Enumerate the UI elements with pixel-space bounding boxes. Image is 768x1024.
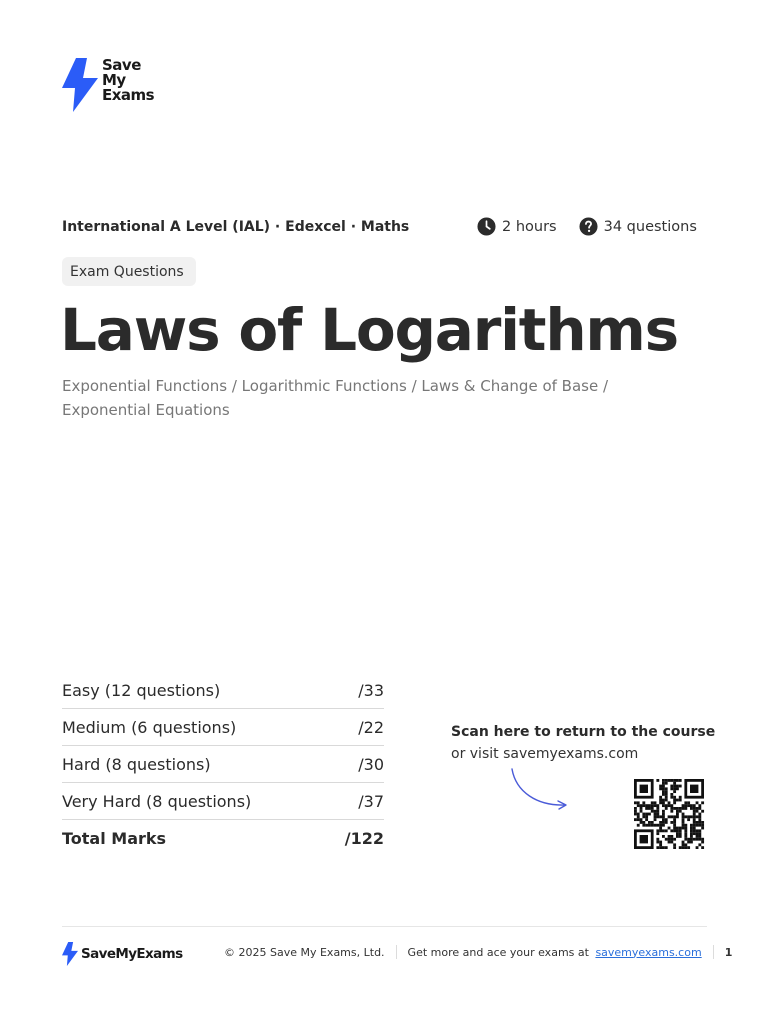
footer [224, 945, 732, 959]
marks-row-value: /22 [358, 717, 384, 737]
save-my-exams-logo[interactable] [62, 58, 154, 112]
marks-row-medium [62, 709, 384, 746]
lightning-bolt-icon [62, 58, 98, 112]
curved-arrow-icon [505, 766, 575, 814]
question-count-label: 34 questions [603, 218, 697, 235]
marks-row-total [62, 820, 384, 856]
marks-row-very-hard [62, 783, 384, 820]
marks-row-value: /30 [358, 754, 384, 774]
marks-row-hard [62, 746, 384, 783]
scan-subtitle: or visit savemyexams.com [451, 746, 639, 762]
topic-breadcrumb: Exponential Functions / Logarithmic Functions / Laws & Change of Base / Exponential Equations [62, 377, 609, 419]
marks-row-label: Easy (12 questions) [62, 680, 221, 700]
footer-separator [396, 945, 397, 959]
marks-row-value: /33 [358, 680, 384, 700]
scan-prompt [451, 721, 731, 765]
marks-row-label: Medium (6 questions) [62, 717, 237, 737]
qualification-breadcrumb: International A Level (IAL) · Edexcel · Maths [62, 219, 410, 235]
footer-logo-text: SaveMyExams [81, 946, 183, 962]
clock-icon [477, 217, 496, 236]
page-number: 1 [724, 945, 733, 959]
copyright-text: © 2025 Save My Exams, Ltd. [224, 945, 385, 959]
marks-table [62, 672, 384, 856]
scan-title: Scan here to return to the course [451, 724, 716, 740]
marks-row-label: Very Hard (8 questions) [62, 791, 252, 811]
duration-stat [477, 217, 557, 236]
exam-stats [477, 217, 697, 236]
footer-cta-text: Get more and ace your exams at [407, 945, 589, 959]
footer-separator [713, 945, 714, 959]
question-mark-icon [579, 217, 598, 236]
question-count-stat [579, 217, 697, 236]
marks-row-label: Hard (8 questions) [62, 754, 211, 774]
footer-divider [62, 926, 707, 927]
marks-row-value: /37 [358, 791, 384, 811]
marks-row-easy [62, 672, 384, 709]
exam-questions-badge: Exam Questions [62, 257, 196, 286]
total-marks-label: Total Marks [62, 828, 167, 848]
logo-wordmark: Save My Exams [102, 56, 155, 104]
savemyexams-link[interactable]: savemyexams.com [595, 945, 702, 959]
footer-cta [408, 946, 702, 959]
duration-label: 2 hours [502, 218, 557, 235]
qr-code[interactable] [634, 779, 707, 849]
total-marks-value: /122 [344, 828, 384, 848]
page-title: Laws of Logarithms [60, 296, 678, 364]
footer-logo[interactable] [62, 942, 183, 966]
lightning-bolt-icon [62, 942, 78, 966]
